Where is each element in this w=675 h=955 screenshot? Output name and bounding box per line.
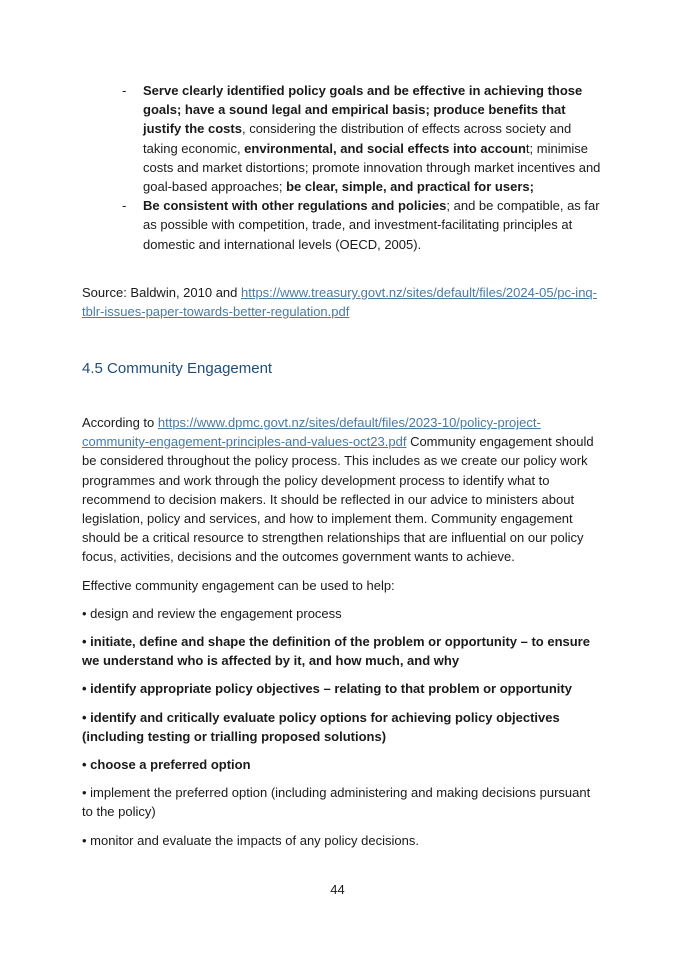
bullet-item: • implement the preferred option (including administering and making decisions pursuant to the policy) xyxy=(82,785,591,820)
dash-item xyxy=(122,196,602,254)
source-line xyxy=(82,283,602,321)
plain-text: t; minimise costs and market distortions; promote innovation through market incentives and goal-based approaches; xyxy=(143,140,601,195)
plain-text: , considering the distribution of effects across society and taking economic, xyxy=(143,121,572,156)
bullet-item: • initiate, define and shape the definition of the problem or opportunity – to ensure we understand who is affected by it, and how much, and why xyxy=(82,634,590,669)
dash-item-text xyxy=(143,196,602,254)
bold-text: be clear, simple, and practical for users; xyxy=(286,179,534,195)
dash-item xyxy=(122,81,602,196)
bold-text: environmental, and social effects into accoun xyxy=(244,140,526,156)
bullet-item: • identify appropriate policy objectives – relating to that problem or opportunity xyxy=(82,681,572,697)
bold-text: Be consistent with other regulations and policies xyxy=(143,198,447,214)
source-prefix: Source: Baldwin, 2010 and xyxy=(82,285,241,300)
bullet-item: • identify and critically evaluate policy options for achieving policy objectives (including testing or trialling proposed solutions) xyxy=(82,709,560,744)
source-link[interactable]: https://www.treasury.govt.nz/sites/default/files/2024-05/pc-inq-tblr-issues-paper-towards-better-regulation.pdf xyxy=(82,285,597,320)
bold-text: Serve clearly identified policy goals and be effective in achieving those goals; have a sound legal and empirical basis; produce benefits that justify the costs xyxy=(143,83,583,137)
dpmc-link[interactable]: https://www.dpmc.govt.nz/sites/default/files/2023-10/policy-project-community-engagement-principles-and-values-oct23.pdf xyxy=(82,415,541,450)
plain-text: ; and be compatible, as far as possible with competition, trade, and investment-facilitating principles at domestic and international levels (OECD, 2005). xyxy=(143,198,600,252)
dash-list xyxy=(122,81,602,254)
page-number: 44 xyxy=(330,882,345,897)
lead-in-text: Effective community engagement can be used to help: xyxy=(82,577,395,593)
bullet-item: • choose a preferred option xyxy=(82,757,251,773)
dash-item-text xyxy=(143,81,602,196)
section-heading: 4.5 Community Engagement xyxy=(82,360,273,377)
dash-marker: - xyxy=(122,83,127,98)
intro-text: Community engagement should be considered throughout the policy process. This includes as we create our policy work programmes and work through the policy development process to identify what to recommend to decision makers. It should be reflected in our advice to ministers about legislation, policy and services, and how to implement them. Community engagement should be a critical resource to strengthen relationships that are influential on our policy focus, activities, decisions and the outcomes government wants to achieve. xyxy=(82,434,594,565)
dash-marker: - xyxy=(122,198,127,214)
intro-paragraph xyxy=(82,413,602,567)
intro-prefix: According to xyxy=(82,415,158,430)
bullet-item: • design and review the engagement process xyxy=(82,605,342,621)
body-block xyxy=(82,413,602,859)
bullet-item: • monitor and evaluate the impacts of any policy decisions. xyxy=(82,832,419,848)
